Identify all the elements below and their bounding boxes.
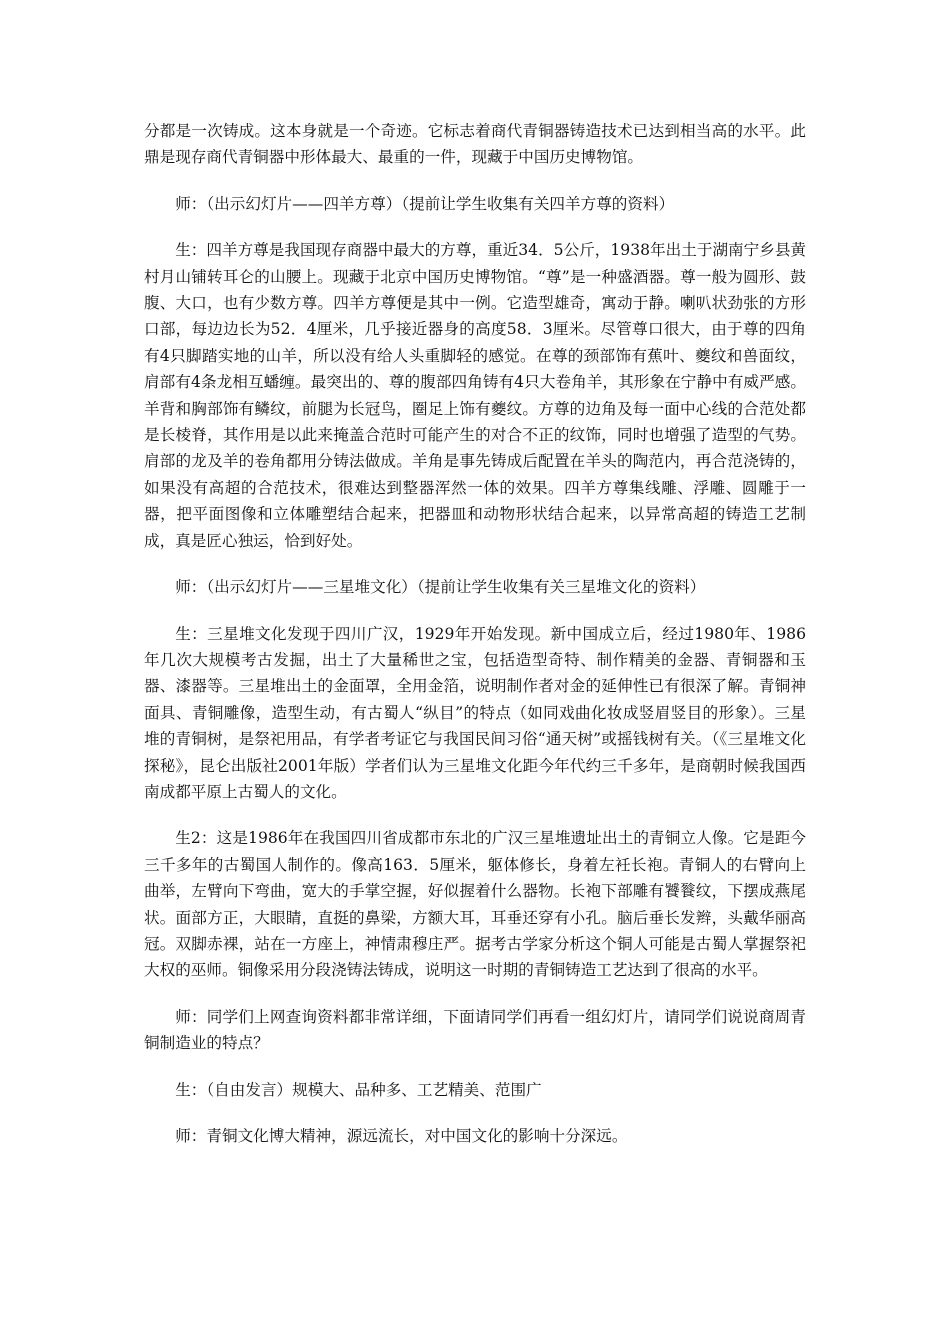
paragraph-student-answer: 生：（自由发言）规模大、品种多、工艺精美、范围广 — [175, 1080, 542, 1099]
paragraph-continuation: 分都是一次铸成。这本身就是一个奇迹。它标志着商代青铜器铸造技术已达到相当高的水平。此鼎是现存商代青铜器中形体最大、最重的一件，现藏于中国历史博物馆。 — [144, 122, 806, 167]
paragraph-teacher-conclusion: 师：青铜文化博大精神，源远流长，对中国文化的影响十分深远。 — [175, 1127, 628, 1145]
paragraph-student-sanxingdui: 生：三星堆文化发现于四川广汉，1929年开始发现。新中国成立后，经过1980年、1986年几次大规模考古发掘，出土了大量稀世之宝，包括造型奇特、制作精美的金器、青铜器和玉器、漆器等。三星堆出土的金面罩，全用金箔，说明制作者对金的延伸性已有很深了解。青铜神面具、青铜雕像，造型生动，有古蜀人“纵目”的特点（如同戏曲化妆成竖眉竖目的形象）。三星堆的青铜树，是祭祀用品，有学者考证它与我国民间习俗“通天树”或摇钱树有关。（《三星堆文化探秘》，昆仑出版社2001年版）学者们认为三星堆文化距今年代约三千多年，是商朝时候我国西南成都平原上古蜀人的文化。 — [144, 624, 806, 801]
paragraph-teacher-question: 师：同学们上网查询资料都非常详细，下面请同学们再看一组幻灯片，请同学们说说商周青铜制造业的特点？ — [144, 1007, 806, 1053]
paragraph-student2-bronze-figure: 生2：这是1986年在我国四川省成都市东北的广汉三星堆遗址出土的青铜立人像。它是距今三千多年的古蜀国人制作的。像高163．5厘米，躯体修长，身着左衽长袍。青铜人的右臂向上曲举，左臂向下弯曲，宽大的手掌空握，好似握着什么器物。长袍下部雕有饕餮纹，下摆成燕尾状。面部方正，大眼睛，直挺的鼻梁，方额大耳，耳垂还穿有小孔。脑后垂长发辫，头戴华丽高冠。双脚赤裸，站在一方座上，神情肃穆庄严。据考古学家分析这个铜人可能是古蜀人掌握祭祀大权的巫师。铜像采用分段浇铸法铸成，说明这一时期的青铜铸造工艺达到了很高的水平。 — [144, 829, 806, 980]
document-page — [144, 118, 806, 1169]
paragraph-student-sifangzun: 生：四羊方尊是我国现存商器中最大的方尊，重近34．5公斤，1938年出土于湖南宁乡县黄村月山铺转耳仑的山腰上。现藏于北京中国历史博物馆。“尊”是一种盛酒器。尊一般为圆形、鼓腹、大口，也有少数方尊。四羊方尊便是其中一例。它造型雄奇，寓动于静。喇叭状劲张的方形口部，每边边长为52．4厘米，几乎接近器身的高度58．3厘米。尽管尊口很大，由于尊的四角有4只脚踏实地的山羊，所以没有给人头重脚轻的感觉。在尊的颈部饰有蕉叶、夔纹和兽面纹，肩部有4条龙相互蟠缠。最突出的、尊的腹部四角铸有4只大卷角羊，其形象在宁静中有威严感。羊背和胸部饰有鳞纹，前腿为长冠鸟，圈足上饰有夔纹。方尊的边角及每一面中心线的合范处都是长棱脊，其作用是以此来掩盖合范时可能产生的对合不正的纹饰，同时也增强了造型的气势。肩部的龙及羊的卷角都用分铸法做成。羊角是事先铸成后配置在羊头的陶范内，再合范浇铸的，如果没有高超的合范技术，很难达到整器浑然一体的效果。四羊方尊集线雕、浮雕、圆雕于一器，把平面图像和立体雕塑结合起来，把器皿和动物形状结合起来，以异常高超的铸造工艺制成，真是匠心独运，恰到好处。 — [144, 241, 807, 550]
paragraph-teacher-slide-sifangzun: 师：（出示幻灯片——四羊方尊）（提前让学生收集有关四羊方尊的资料） — [175, 194, 675, 213]
paragraph-teacher-slide-sanxingdui: 师：（出示幻灯片——三星堆文化）（提前让学生收集有关三星堆文化的资料） — [175, 578, 706, 597]
